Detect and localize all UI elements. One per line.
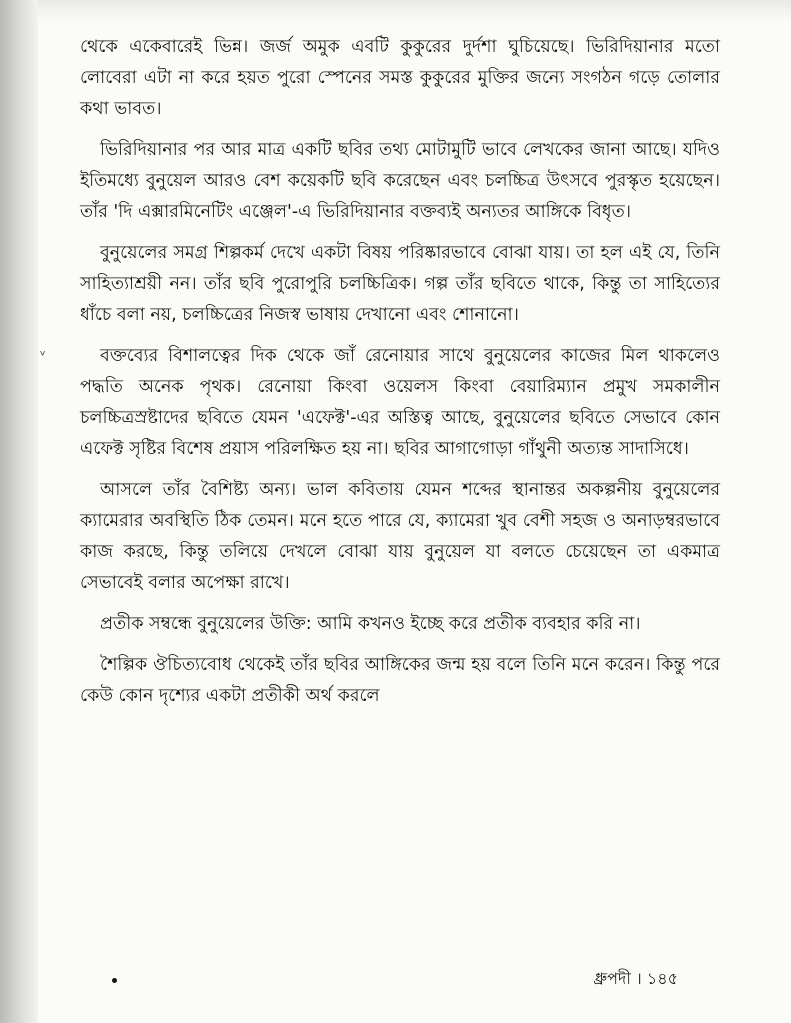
page-gutter-shadow (0, 0, 38, 1023)
paragraph-3: বুনুয়েলের সমগ্র শিল্পকর্ম দেখে একটা বিষয় পরিষ্কারভাবে বোঝা যায়। তা হল এই যে, তিনি সাহিত্যাশ্রয়ী নন। তাঁর ছবি পুরোপুরি চলচ্চিত্রিক। গল্প তাঁর ছবিতে থাকে, কিন্তু তা সাহিত্যের ধাঁচে বলা নয়, চলচ্চিত্রের নিজস্ব ভাষায় দেখানো এবং শোনানো। (80, 243, 720, 325)
page-number: ১৪৫ (646, 969, 678, 988)
margin-mark: ᵛ (40, 348, 46, 364)
body-text (80, 32, 720, 722)
footer-separator: । (636, 969, 642, 988)
page-footer (80, 966, 678, 994)
paragraph-4: বক্তব্যের বিশালত্বের দিক থেকে জাঁ রেনোয়ার সাথে বুনুয়েলের কাজের মিল থাকলেও পদ্ধতি অনেক পৃথক। রেনোয়া কিংবা ওয়েলস কিংবা বেয়ারিম্যান প্রমুখ সমকালীন চলচ্চিত্রস্রষ্টাদের ছবিতে যেমন 'এফেক্ট'-এর অস্তিত্ব আছে, বুনুয়েলের ছবিতে সেভাবে কোন এফেক্ট সৃষ্টির বিশেষ প্রয়াস পরিলক্ষিত হয় না। ছবির আগাগোড়া গাঁথুনী অত্যন্ত সাদাসিধে। (80, 346, 720, 459)
footer-right (593, 966, 678, 993)
running-title: ধ্রুপদী (593, 969, 631, 988)
page-top-edge (38, 0, 791, 22)
paragraph-5: আসলে তাঁর বৈশিষ্ট্য অন্য। ভাল কবিতায় যেমন শব্দের স্থানান্তর অকল্পনীয় বুনুয়েলের ক্যামেরার অবস্থিতি ঠিক তেমন। মনে হতে পারে যে, ক্যামেরা খুব বেশী সহজ ও অনাড়ম্বরভাবে কাজ করছে, কিন্তু তলিয়ে দেখলে বোঝা যায় বুনুয়েল যা বলতে চেয়েছেন তা একমাত্র সেভাবেই বলার অপেক্ষা রাখে। (80, 480, 720, 593)
paragraph-1: থেকে একেবারেই ভিন্ন। জর্জ অমুক এবটি কুকুরের দুর্দশা ঘুচিয়েছে। ভিরিদিয়ানার মতো লোবেরা এটা না করে হয়ত পুরো স্পেনের সমস্ত কুকুরের মুক্তির জন্যে সংগঠন গড়ে তোলার কথা ভাবত। (80, 37, 720, 119)
footer-dot (112, 978, 117, 983)
paragraph-2: ভিরিদিয়ানার পর আর মাত্র একটি ছবির তথ্য মোটামুটি ভাবে লেখকের জানা আছে। যদিও ইতিমধ্যে বুনুয়েল আরও বেশ কয়েকটি ছবি করেছেন এবং চলচ্চিত্র উৎসবে পুরস্কৃত হয়েছেন। তাঁর 'দি এক্সারমিনেটিং এঞ্জেল'-এ ভিরিদিয়ানার বক্তব্যই অন্যতর আঙ্গিকে বিধৃত। (80, 140, 720, 222)
paragraph-6: প্রতীক সম্বন্ধে বুনুয়েলের উক্তি: আমি কখনও ইচ্ছে করে প্রতীক ব্যবহার করি না। (100, 614, 641, 634)
paragraph-7: শৈল্পিক ঔচিত্যবোধ থেকেই তাঁর ছবির আঙ্গিকের জন্ম হয় বলে তিনি মনে করেন। কিন্তু পরে কেউ কোন দৃশ্যের একটা প্রতীকী অর্থ করলে (80, 655, 720, 706)
